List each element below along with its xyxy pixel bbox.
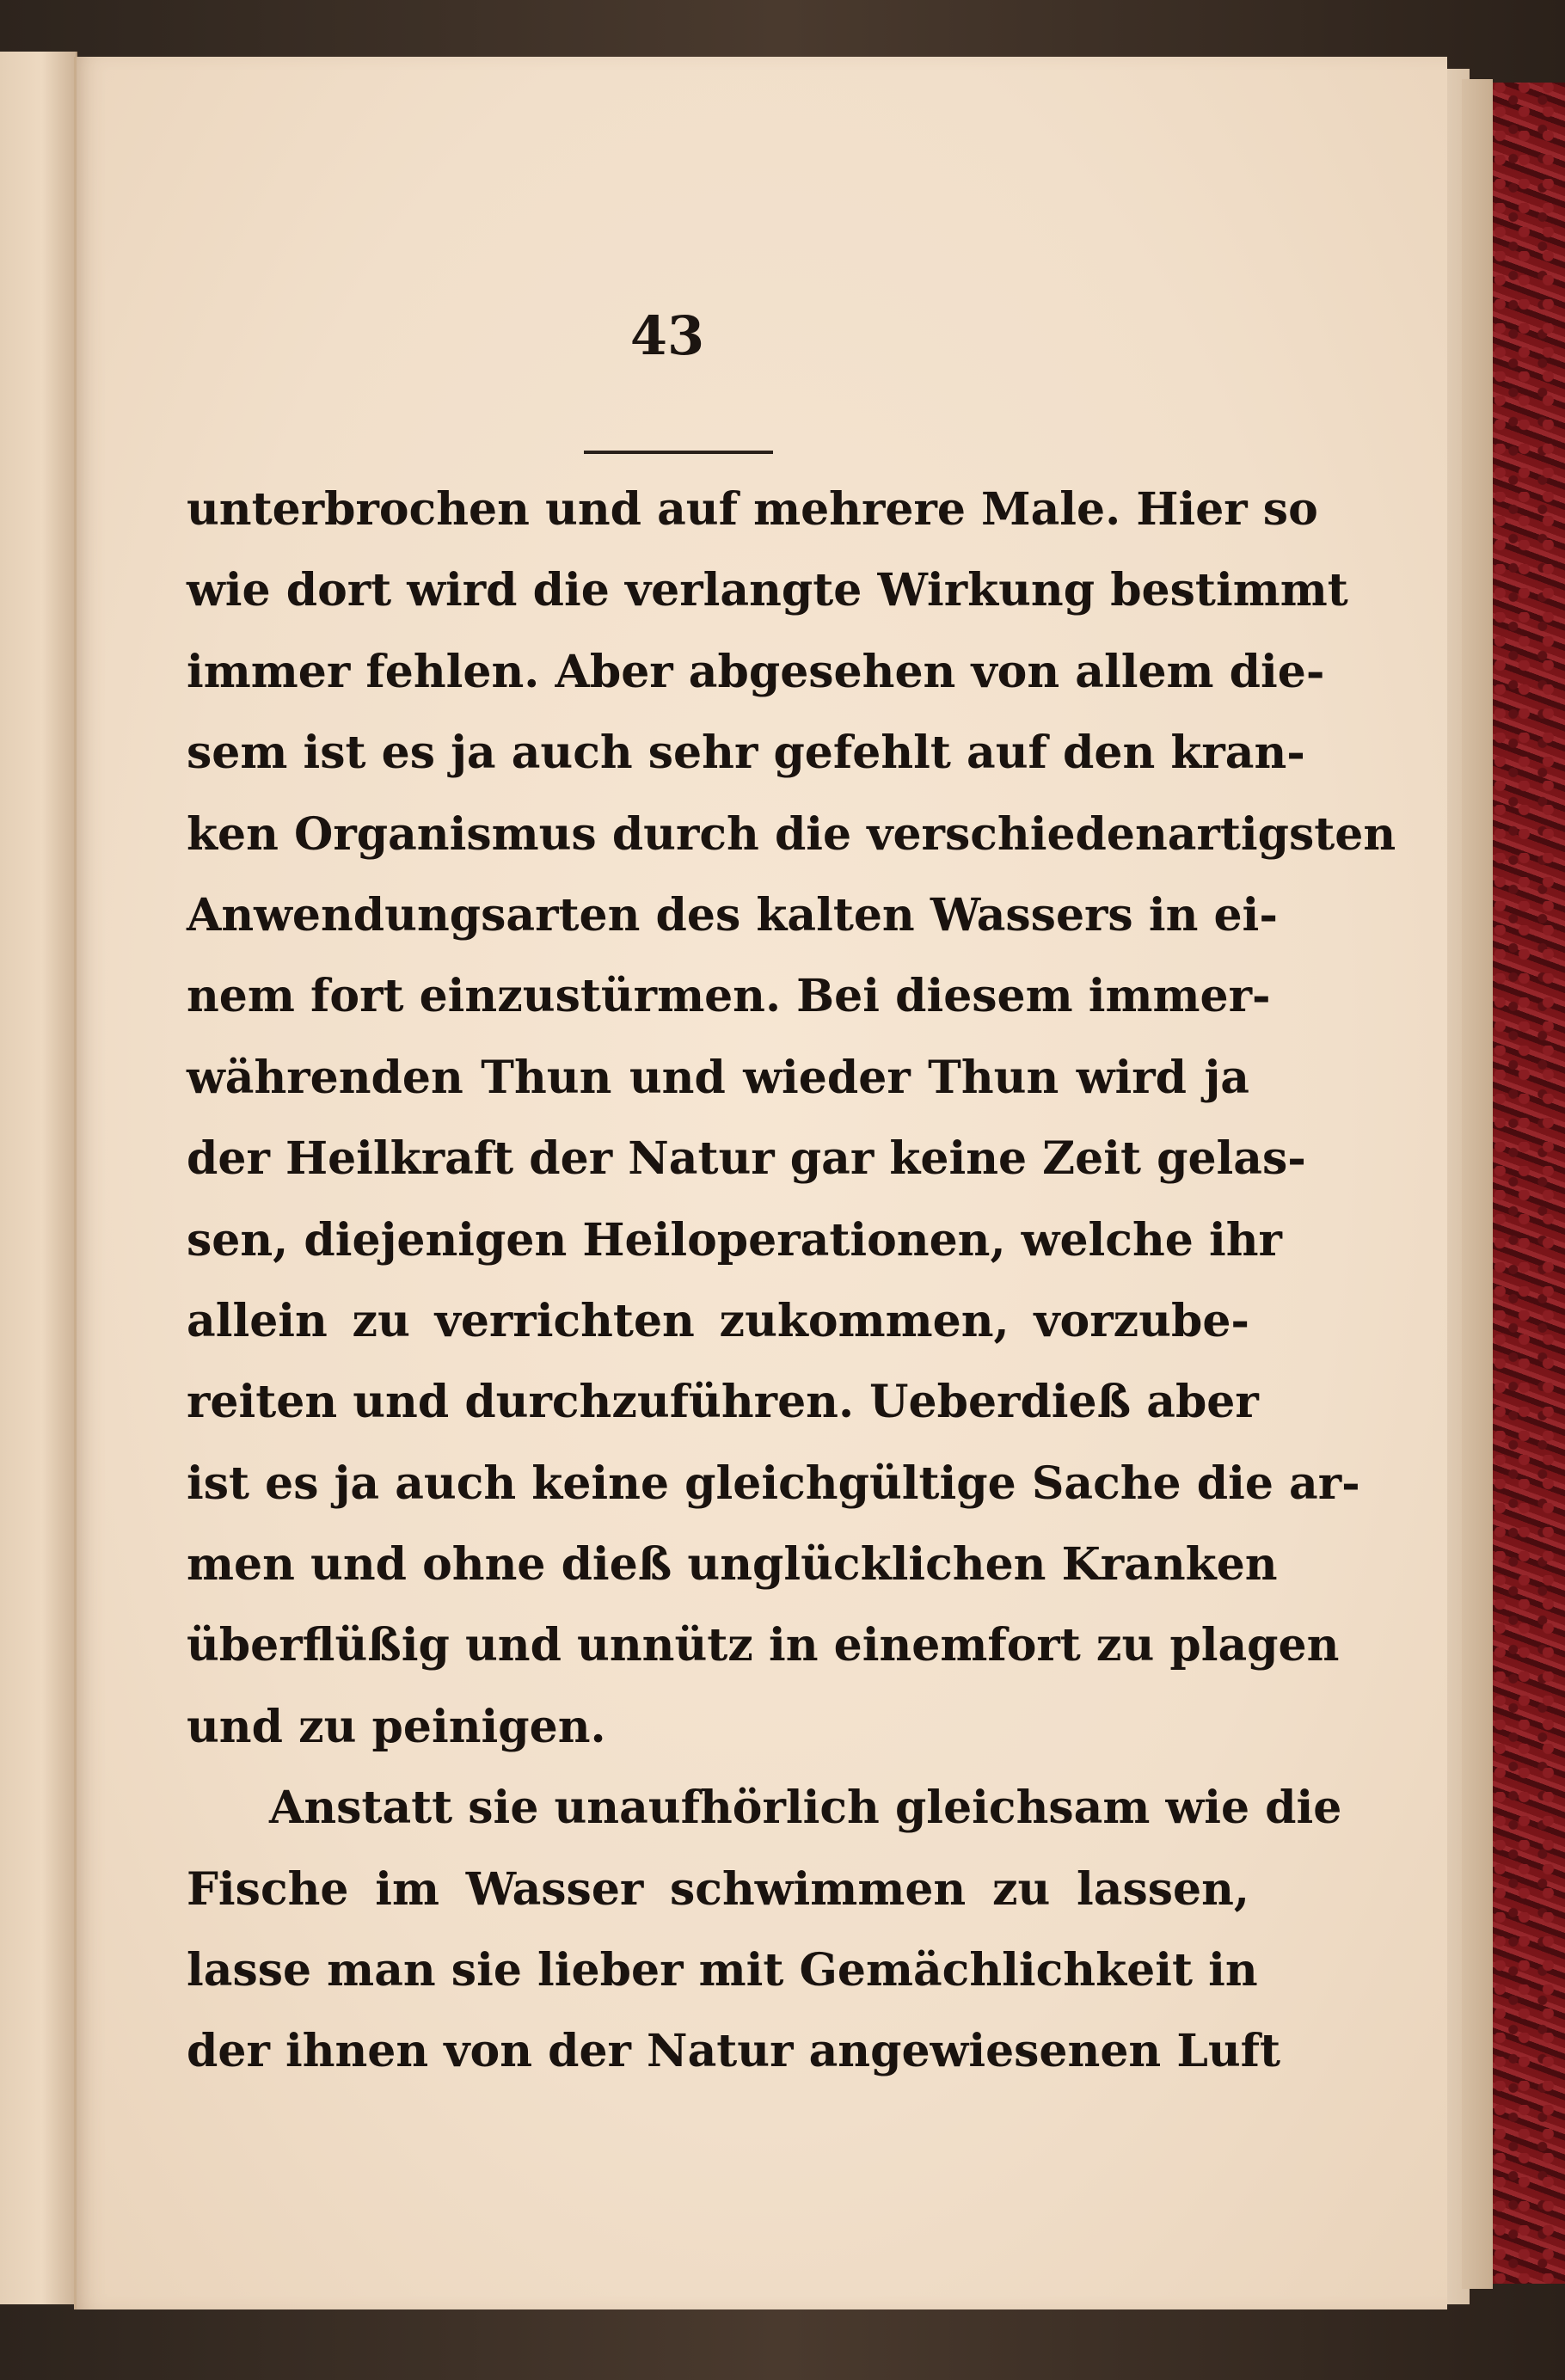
text-line: ist es ja auch keine gleichgültige Sache die ar- [187,1457,1360,1510]
header-rule [584,451,773,454]
text-line: nem fort einzustürmen. Bei diesem immer- [187,970,1271,1023]
page-number: 43 [629,304,705,367]
text-line: wie dort wird die verlangte Wirkung bestimmt [187,564,1348,617]
page-stack-edge-inner [1462,79,1493,2289]
text-line: Anstatt sie unaufhörlich gleichsam wie die [269,1782,1342,1835]
text-line: Anwendungsarten des kalten Wassers in ei- [187,888,1278,942]
page-text [187,469,1396,2093]
text-line: men und ohne dieß unglücklichen Kranken [187,1538,1278,1592]
text-line: der Heilkraft der Natur gar keine Zeit gelas- [187,1132,1306,1186]
previous-page-edge [0,52,77,2304]
text-line: der ihnen von der Natur angewiesenen Luft [187,2025,1281,2078]
marbled-cover [1493,83,1565,2284]
text-line: immer fehlen. Aber abgesehen von allem die- [187,645,1325,698]
text-line: währenden Thun und wieder Thun wird ja [187,1051,1249,1104]
text-line: lasse man sie lieber mit Gemächlichkeit in [187,1944,1258,1997]
text-line: überflüßig und unnütz in einemfort zu plagen [187,1619,1340,1672]
text-line: sem ist es ja auch sehr gefehlt auf den kran- [187,727,1305,780]
text-line: Fische im Wasser schwimmen zu lassen, [187,1862,1249,1916]
text-line: ken Organismus durch die verschiedenartigsten [187,807,1396,861]
text-line: sen, diejenigen Heiloperationen, welche ihr [187,1213,1282,1267]
text-line: unterbrochen und auf mehrere Male. Hier so [187,483,1318,536]
book-page [74,57,1447,2309]
text-line: reiten und durchzuführen. Ueberdieß aber [187,1376,1259,1429]
text-line: allein zu verrichten zukommen, vorzube- [187,1294,1249,1347]
text-line: und zu peinigen. [187,1700,606,1753]
